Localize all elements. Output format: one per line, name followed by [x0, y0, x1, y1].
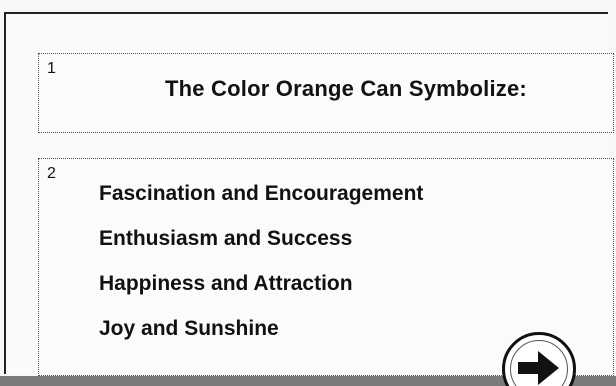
answer-list — [99, 181, 423, 361]
answers-box-number: 2 — [47, 165, 56, 182]
answer-option-4[interactable]: Joy and Sunshine — [99, 317, 279, 340]
question-box-number: 1 — [47, 60, 56, 77]
question-box — [38, 53, 614, 133]
answer-option-1[interactable]: Fascination and Encouragement — [99, 182, 424, 205]
question-title: The Color Orange Can Symbolize: — [165, 76, 527, 101]
screen-frame — [4, 12, 608, 374]
right-arrow-icon — [516, 348, 562, 386]
answer-option-3[interactable]: Happiness and Attraction — [99, 272, 353, 295]
answer-option-2[interactable]: Enthusiasm and Success — [99, 227, 353, 250]
